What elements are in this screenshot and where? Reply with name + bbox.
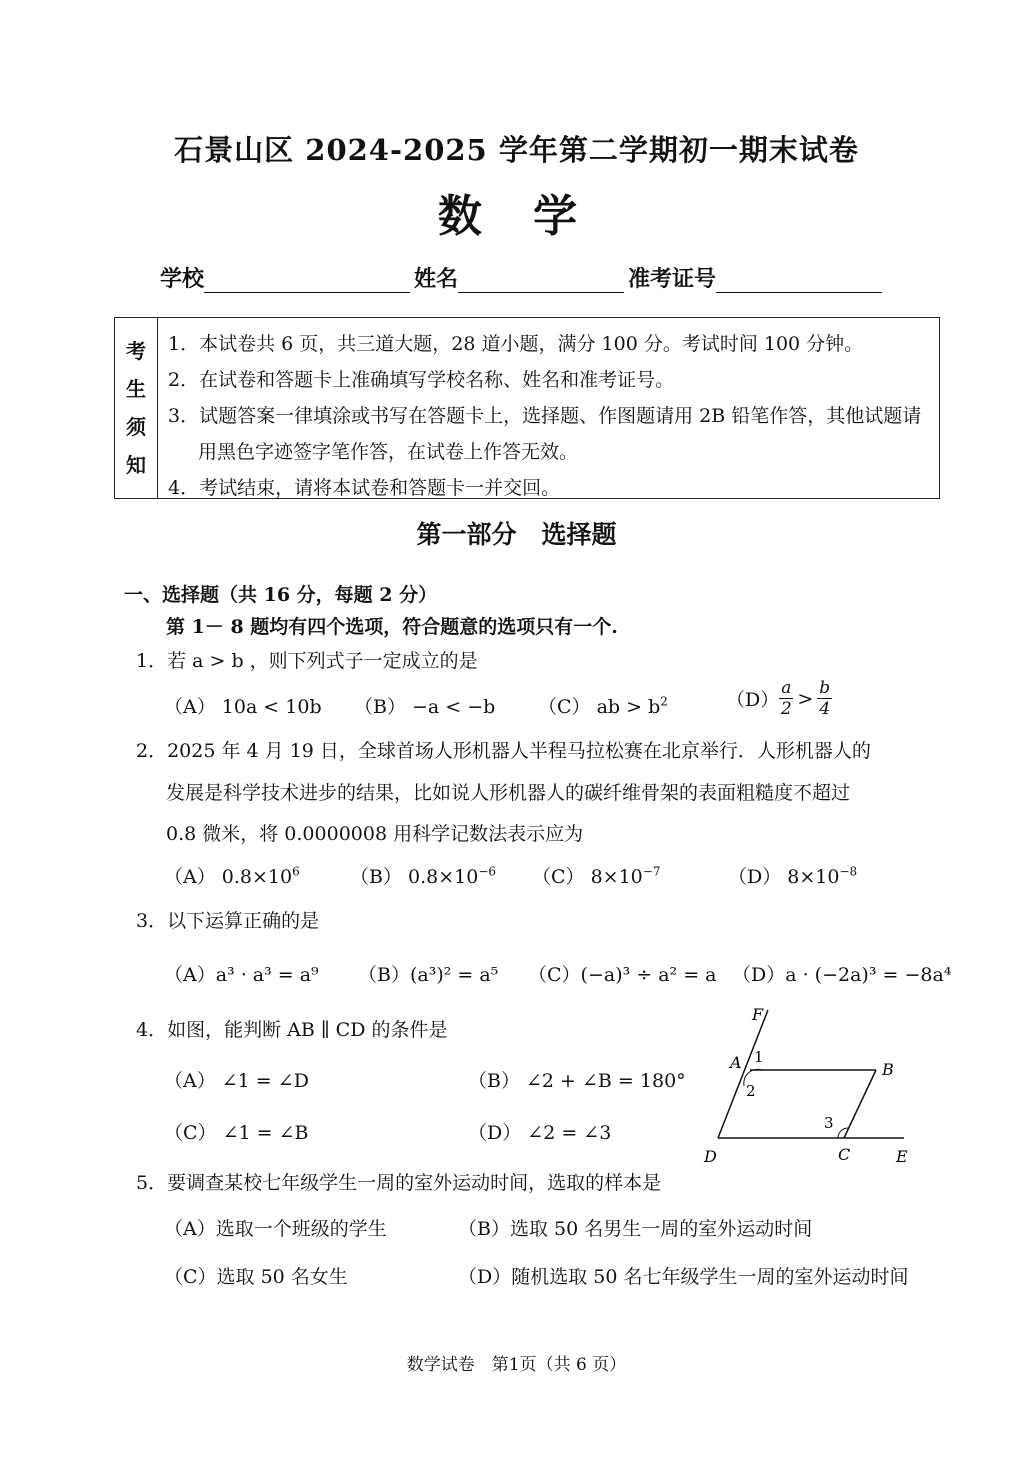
q3-option-b: （B）(a³)² = a⁵ [358,964,499,986]
q2-option-b: （B） $0.8\times 10^{-6}$ [350,864,497,888]
label-f: F [752,1005,764,1024]
notice-heading-char: 知 [126,453,146,477]
notice-item: 1．本试卷共 6 页，共三道大题，28 道小题，满分 100 分。考试时间 100 分钟。 [168,333,864,355]
notice-body [158,318,939,498]
line-fd [718,1010,768,1138]
q3-stem: 3．以下运算正确的是 [136,910,320,932]
line-bc [844,1070,876,1138]
q5-stem: 5．要调查某校七年级学生一周的室外运动时间，选取的样本是 [136,1172,662,1194]
label-3: 3 [824,1114,834,1132]
exam-id-label: 准考证号 [628,266,717,292]
q5-option-d: （D）随机选取 50 名七年级学生一周的室外运动时间 [458,1266,909,1288]
q2-option-c: （C） $8\times 10^{-7}$ [532,864,661,888]
section-instruction: 第 1－ 8 题均有四个选项，符合题意的选项只有一个. [166,616,618,638]
q4-stem: 4．如图，能判断 AB ∥ CD 的条件是 [136,1019,448,1041]
q3-option-a: （A）a³ · a³ = a⁹ [164,964,319,986]
page-footer: 数学试卷 第1页（共 6 页） [406,1355,627,1375]
q4-option-a: （A） ∠1 = ∠D [164,1070,309,1092]
label-2: 2 [746,1082,756,1100]
q1-option-d: （D） $\frac{a}{2}$ > $\frac{b}{4}$ [726,678,831,719]
school-blank[interactable] [204,266,410,293]
name-blank[interactable] [458,266,624,293]
notice-heading-char: 生 [126,377,146,401]
q2-stem-line3: 0.8 微米，将 0.0000008 用科学记数法表示应为 [166,823,584,845]
q3-option-d: （D）a · (−2a)³ = −8a⁴ [732,964,952,986]
q1-option-c: （C） ab > $b^2$ [538,694,668,718]
q2-option-d: （D） $8\times 10^{-8}$ [728,864,858,888]
label-1: 1 [754,1048,764,1066]
notice-item: 2．在试卷和答题卡上准确填写学校名称、姓名和准考证号。 [168,369,675,391]
label-d: D [704,1147,717,1166]
candidate-notice-box [114,317,940,499]
q1-option-a: （A） 10a < 10b [164,696,322,718]
notice-heading [115,318,158,498]
part-title: 第一部分 选择题 [416,520,617,549]
q2-option-a: （A） $0.8\times 10^6$ [164,864,300,888]
q4-option-c: （C） ∠1 = ∠B [164,1122,309,1144]
name-label: 姓名 [414,266,459,292]
notice-heading-char: 考 [126,339,146,363]
q4-option-d: （D） ∠2 = ∠3 [468,1122,612,1144]
notice-item: 3．试题答案一律填涂或书写在答题卡上，选择题、作图题请用 2B 铅笔作答，其他试题请用黑色字迹签字笔作答，在试卷上作答无效。 [168,405,922,463]
section-title: 一、选择题（共 16 分，每题 2 分） [124,584,438,606]
notice-heading-char: 须 [126,415,146,439]
q5-option-a: （A）选取一个班级的学生 [164,1218,387,1240]
q4-geometry-figure [700,1000,920,1170]
q2-stem-line1: 2．2025 年 4 月 19 日，全球首场人形机器人半程马拉松赛在北京举行．人形机器人的 [136,740,871,762]
q1-option-b: （B） −a < −b [354,696,496,718]
label-a: A [730,1053,742,1072]
q1-stem: 1．若 a > b ，则下列式子一定成立的是 [136,650,478,672]
label-c: C [838,1145,851,1164]
label-e: E [896,1147,908,1166]
q3-option-c: （C）(−a)³ ÷ a² = a [528,964,717,986]
subject-title: 数 学 [437,191,596,242]
q2-stem-line2: 发展是科学技术进步的结果，比如说人形机器人的碳纤维骨架的表面粗糙度不超过 [166,782,851,804]
q4-option-b: （B） ∠2 + ∠B = 180° [468,1070,686,1092]
notice-item: 4．考试结束，请将本试卷和答题卡一并交回。 [168,477,561,499]
student-info-row [160,262,886,293]
q5-option-c: （C）选取 50 名女生 [164,1266,348,1288]
label-b: B [882,1060,894,1079]
exam-id-blank[interactable] [716,266,882,293]
q5-option-b: （B）选取 50 名男生一周的室外运动时间 [458,1218,813,1240]
exam-title: 石景山区 2024-2025 学年第二学期初一期末试卷 [174,133,859,167]
school-label: 学校 [160,266,205,292]
